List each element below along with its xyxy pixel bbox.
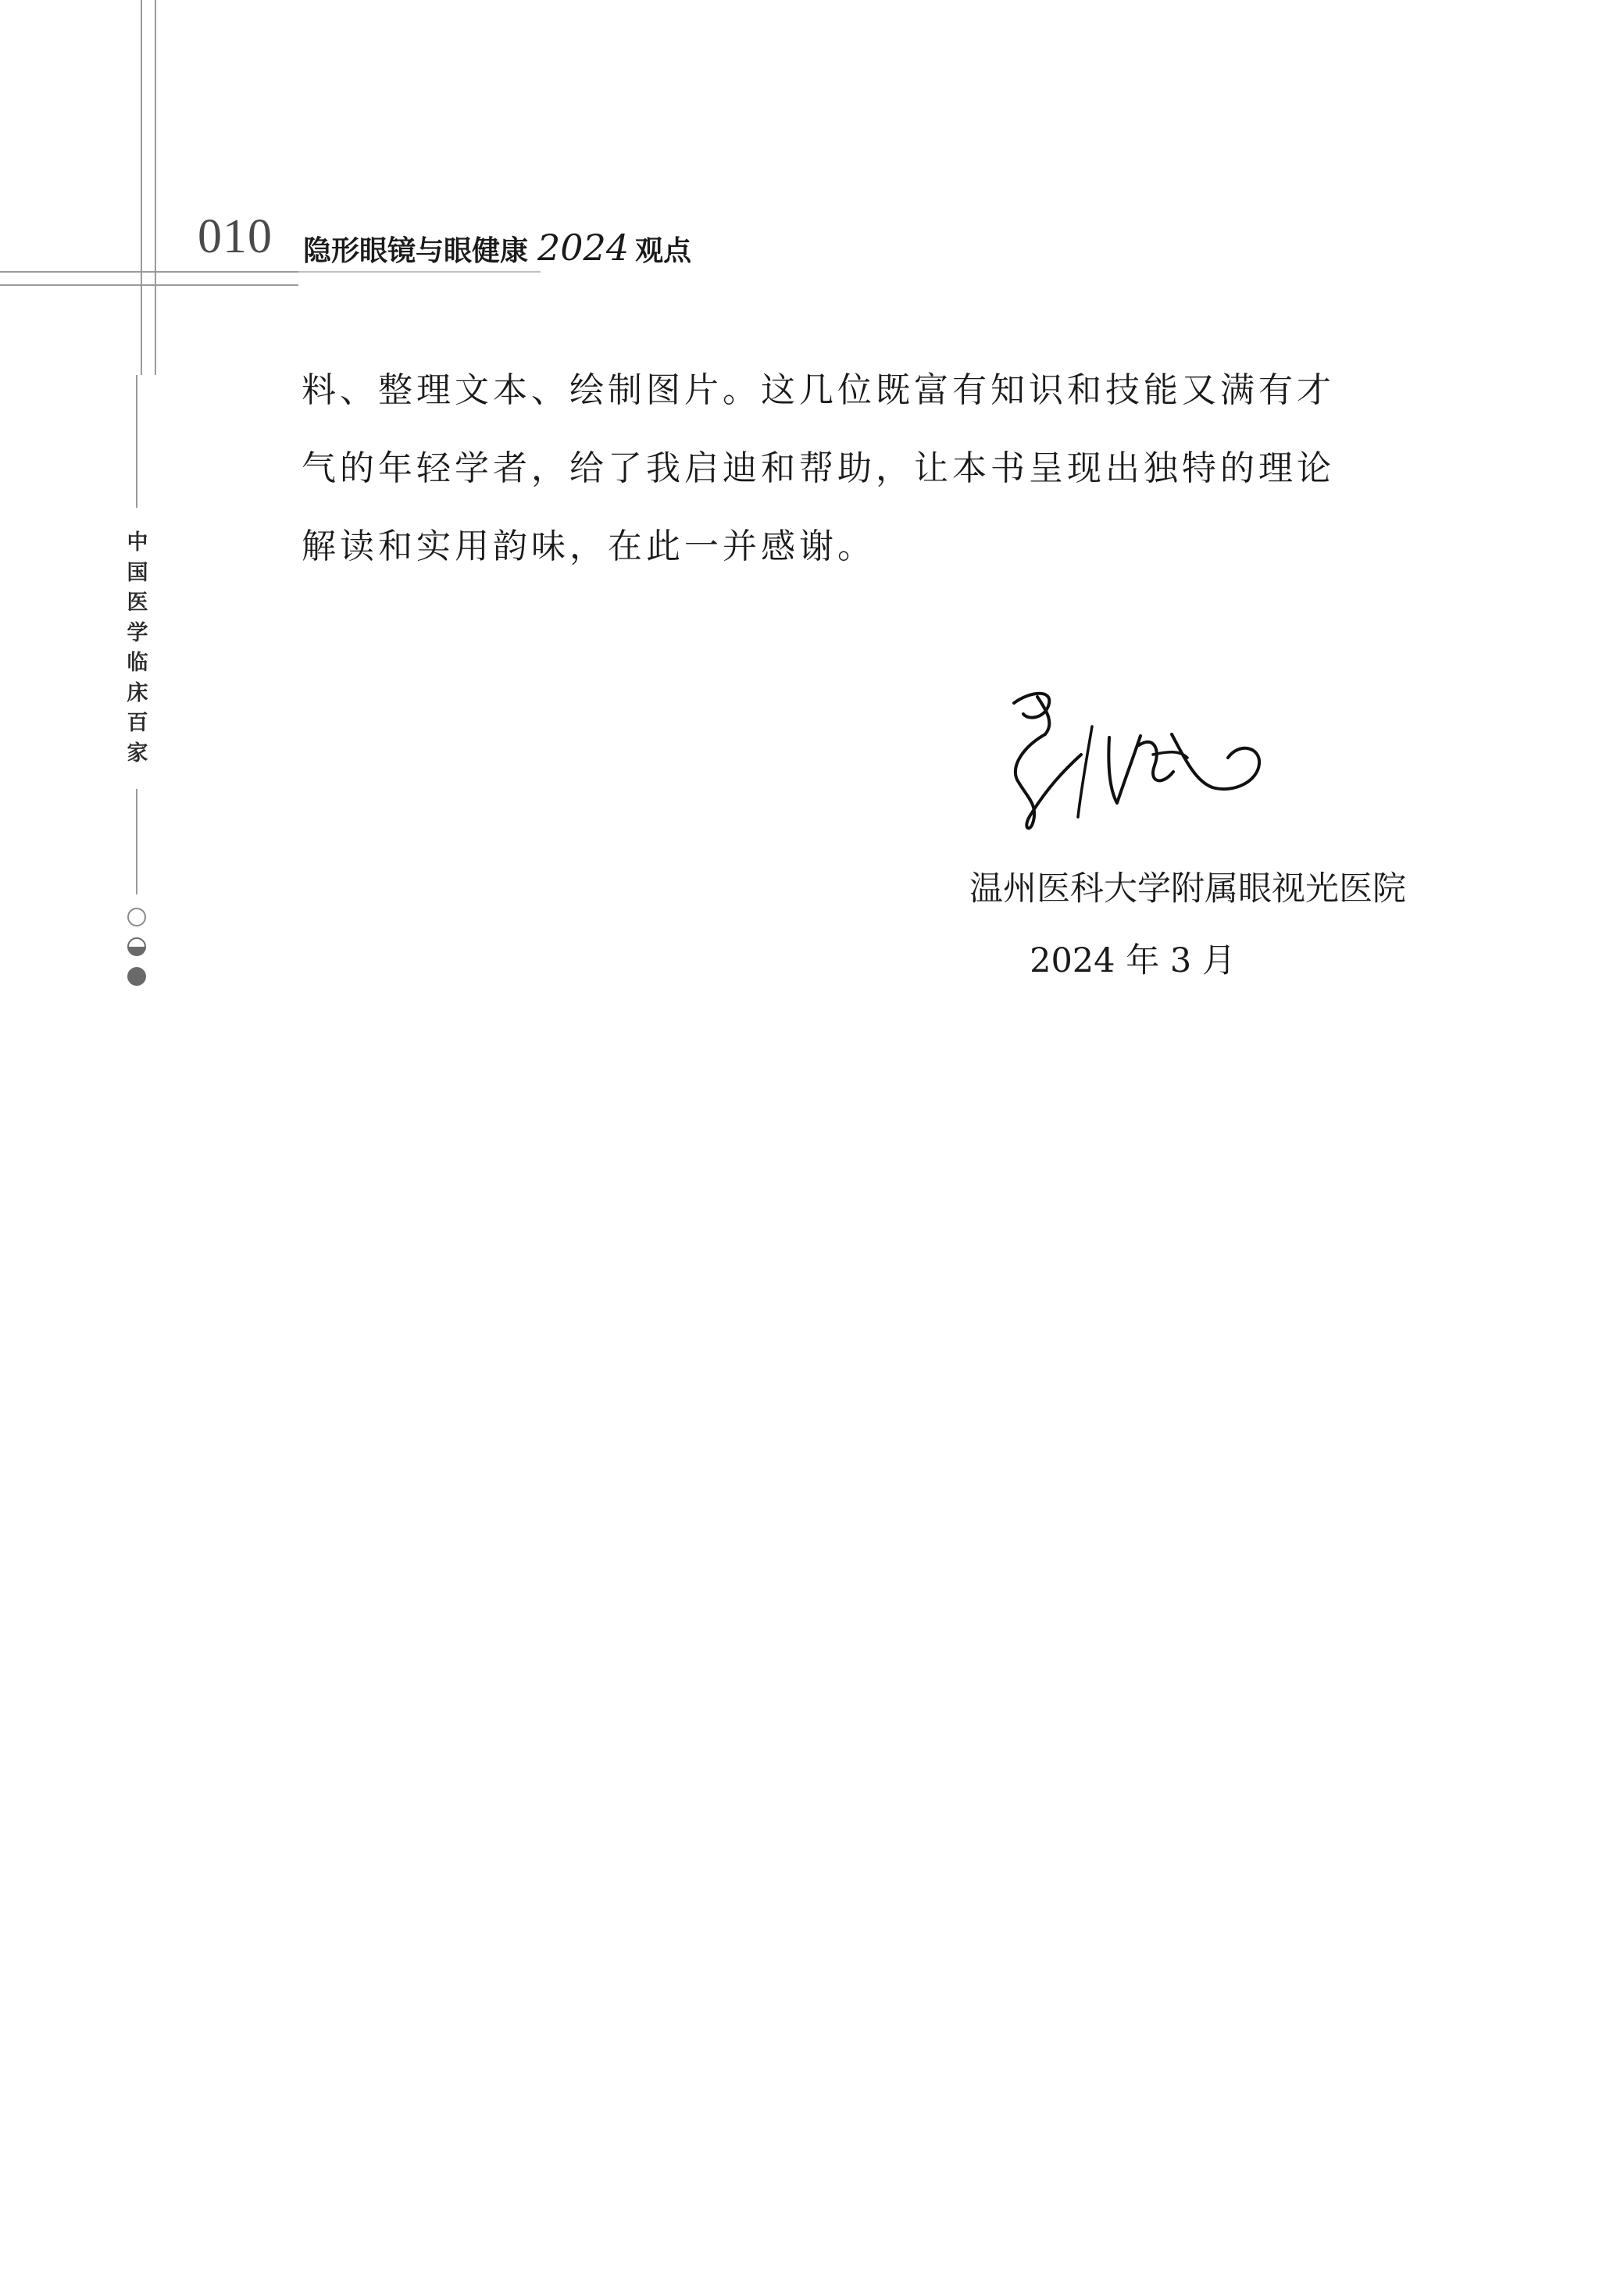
header-title: 隐形眼镜与眼健康 [303, 235, 529, 267]
header-suffix: 观点 [635, 235, 692, 267]
header-underline [298, 271, 541, 273]
horizontal-rule-lower [0, 284, 298, 286]
horizontal-rule-upper [0, 271, 298, 273]
side-rule-bottom [136, 789, 137, 894]
handwritten-signature [1000, 680, 1281, 836]
body-line: 料、整理文本、绘制图片。这几位既富有知识和技能又满有才 [302, 370, 1335, 410]
body-paragraph [302, 352, 1387, 586]
body-line: 解读和实用韵味，在此一并感谢。 [302, 526, 876, 566]
filled-circle-icon [127, 967, 146, 986]
series-side-label: 中国医学临床百家 [127, 530, 148, 766]
running-header [303, 227, 692, 269]
half-circle-icon [127, 937, 146, 956]
side-rule-top [136, 375, 137, 508]
vertical-rule-inner [155, 0, 156, 375]
signature-date: 2024 年 3 月 [1030, 941, 1236, 980]
empty-circle-icon [127, 908, 146, 926]
signature-institution: 温州医科大学附属眼视光医院 [969, 869, 1406, 908]
page-number: 010 [198, 210, 273, 263]
header-year: 2024 [537, 227, 630, 269]
body-line: 气的年轻学者，给了我启迪和帮助，让本书呈现出独特的理论 [302, 448, 1335, 488]
vertical-rule-outer [141, 0, 142, 375]
